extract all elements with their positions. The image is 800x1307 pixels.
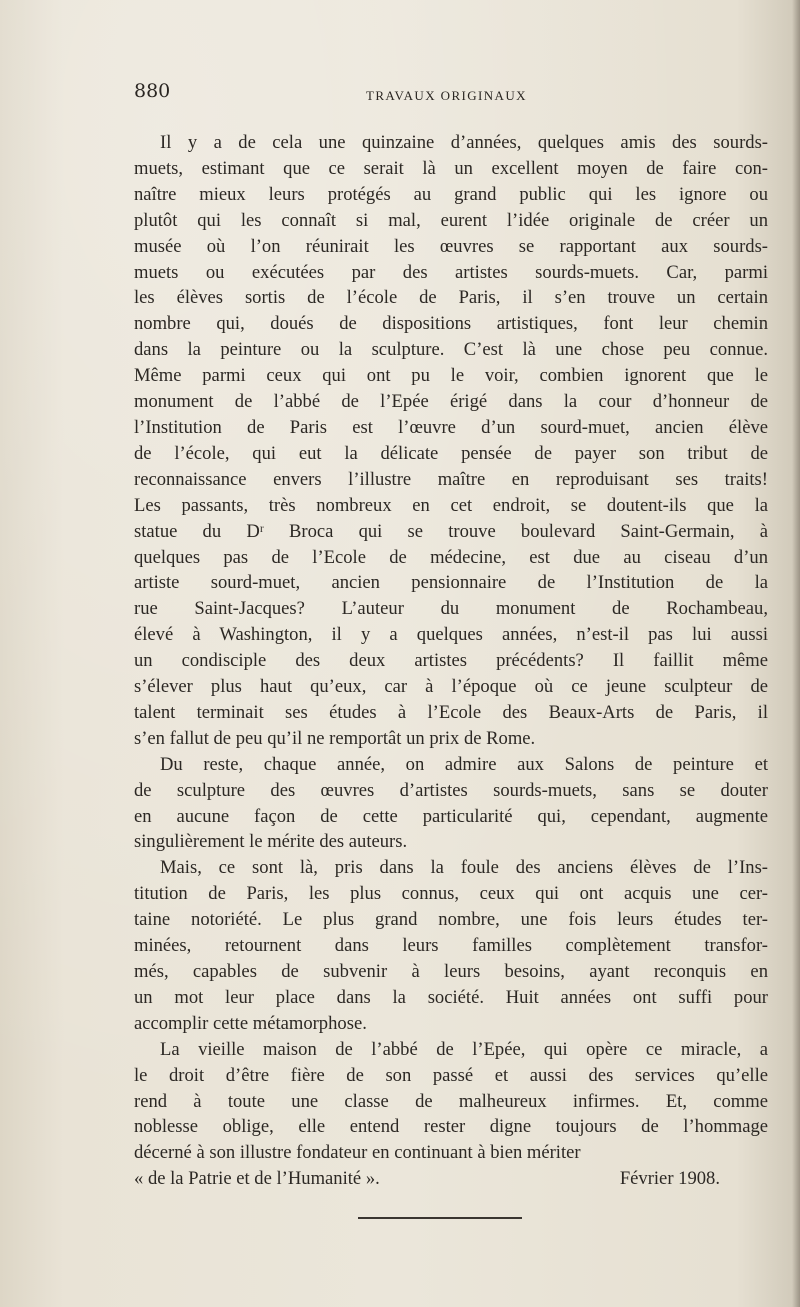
text-line: talent terminait ses études à l’Ecole des Beaux-Arts de Paris, il bbox=[134, 701, 768, 723]
text-line: élevé à Washington, il y a quelques années, n’est-il pas lui aussi bbox=[134, 624, 768, 646]
text-line: musée où l’on réunirait les œuvres se rapportant aux sourds- bbox=[134, 235, 768, 257]
paragraph-4 bbox=[134, 1037, 768, 1167]
text-line: naître mieux leurs protégés au grand public qui les ignore ou bbox=[134, 183, 768, 205]
text-line: Les passants, très nombreux en cet endroit, se doutent-ils que la bbox=[134, 494, 768, 516]
text-line: rue Saint-Jacques? L’auteur du monument de Rochambeau, bbox=[134, 598, 768, 620]
closing-quote: « de la Patrie et de l’Humanité ». bbox=[134, 1168, 380, 1190]
text-line: rend à toute une classe de malheureux infirmes. Et, comme bbox=[134, 1090, 768, 1112]
text-line: reconnaissance envers l’illustre maître en reproduisant ses traits! bbox=[134, 468, 768, 490]
closing-and-date bbox=[134, 1166, 768, 1192]
text-line: Il y a de cela une quinzaine d’années, quelques amis des sourds- bbox=[160, 132, 768, 153]
text-line: nombre qui, doués de dispositions artistiques, font leur chemin bbox=[134, 313, 768, 335]
text-line: les élèves sortis de l’école de Paris, il s’en trouve un certain bbox=[134, 287, 768, 309]
page-edge-shadow bbox=[792, 0, 800, 1307]
text-line: décerné à son illustre fondateur en continuant à bien mériter bbox=[134, 1142, 581, 1164]
text-line: en aucune façon de cette particularité qui, cependant, augmente bbox=[134, 805, 768, 827]
text-line: Même parmi ceux qui ont pu le voir, combien ignorent que le bbox=[134, 365, 768, 387]
date: Février 1908. bbox=[619, 1168, 720, 1190]
text-line: plutôt qui les connaît si mal, eurent l’idée originale de créer un bbox=[134, 209, 768, 231]
text-line: muets ou exécutées par des artistes sourds-muets. Car, parmi bbox=[134, 261, 768, 283]
text-line: Mais, ce sont là, pris dans la foule des anciens élèves de l’Ins- bbox=[160, 857, 768, 879]
closing-rule bbox=[358, 1217, 522, 1219]
text-line: s’en fallut de peu qu’il ne remportât un prix de Rome. bbox=[134, 727, 536, 749]
text-line: le droit d’être fière de son passé et aussi des services qu’elle bbox=[134, 1064, 768, 1086]
text-line: s’élever plus haut qu’eux, car à l’époque où ce jeune sculpteur de bbox=[134, 676, 768, 698]
page-header bbox=[134, 80, 768, 110]
text-line: accomplir cette métamorphose. bbox=[134, 1012, 367, 1034]
text-line: La vieille maison de l’abbé de l’Epée, qui opère ce miracle, a bbox=[160, 1038, 768, 1060]
paragraph-1 bbox=[134, 130, 768, 752]
paragraph-3 bbox=[134, 855, 768, 1036]
text-line: noblesse oblige, elle entend rester digne toujours de l’hommage bbox=[134, 1116, 768, 1138]
text-line: minées, retournent dans leurs familles complètement transfor- bbox=[134, 935, 768, 957]
paragraph-2 bbox=[134, 752, 768, 856]
text-line: un mot leur place dans la société. Huit années ont suffi pour bbox=[134, 986, 768, 1008]
text-line: un condisciple des deux artistes précédents? Il faillit même bbox=[134, 650, 768, 672]
page-number: 880 bbox=[134, 80, 171, 102]
text-line: monument de l’abbé de l’Epée érigé dans la cour d’honneur de bbox=[134, 391, 768, 413]
text-line: dans la peinture ou la sculpture. C’est là une chose peu connue. bbox=[134, 339, 768, 361]
text-line: titution de Paris, les plus connus, ceux qui ont acquis une cer- bbox=[134, 883, 768, 905]
text-line: més, capables de subvenir à leurs besoins, ayant reconquis en bbox=[134, 961, 768, 982]
text-line: de l’école, qui eut la délicate pensée de payer son tribut de bbox=[134, 442, 768, 464]
text-line: singulièrement le mérite des auteurs. bbox=[134, 831, 408, 853]
text-line: l’Institution de Paris est l’œuvre d’un sourd-muet, ancien élève bbox=[134, 416, 768, 438]
text-line: muets, estimant que ce serait là un excellent moyen de faire con- bbox=[134, 157, 768, 179]
text-line: taine notoriété. Le plus grand nombre, une fois leurs études ter- bbox=[134, 909, 768, 931]
text-line: de sculpture des œuvres d’artistes sourds-muets, sans se douter bbox=[134, 779, 768, 801]
text-line: statue du Dʳ Broca qui se trouve boulevard Saint-Germain, à bbox=[134, 520, 768, 542]
running-title: TRAVAUX ORIGINAUX bbox=[366, 88, 527, 103]
text-line: Du reste, chaque année, on admire aux Salons de peinture et bbox=[160, 753, 768, 775]
text-line: quelques pas de l’Ecole de médecine, est due au ciseau d’un bbox=[134, 546, 768, 568]
text-line: artiste sourd-muet, ancien pensionnaire de l’Institution de la bbox=[134, 572, 768, 594]
article-body bbox=[134, 130, 768, 1192]
